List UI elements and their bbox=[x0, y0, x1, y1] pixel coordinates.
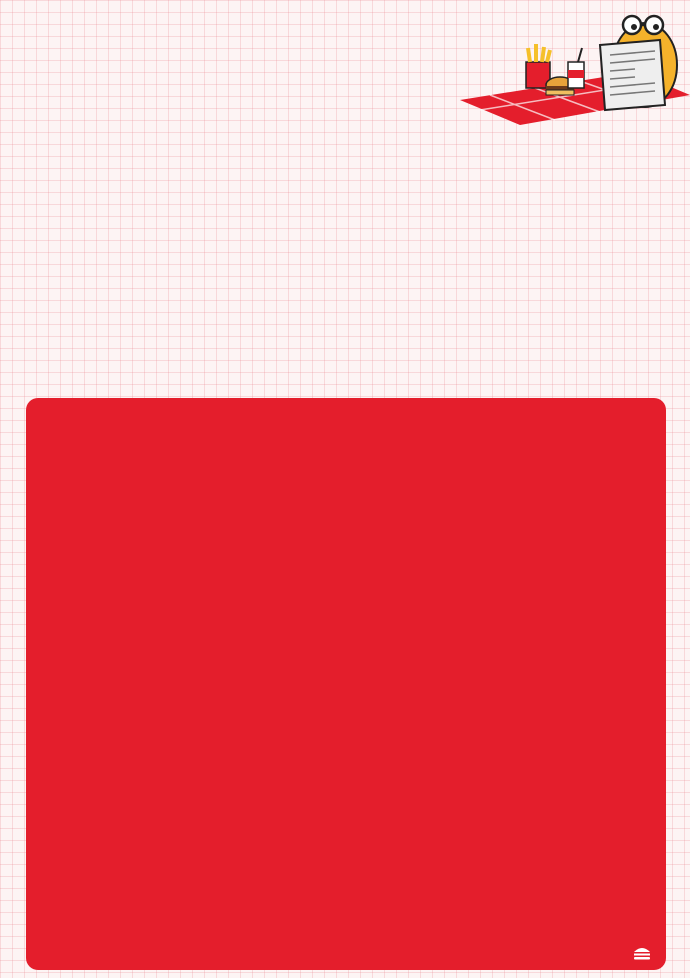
picnic-illustration bbox=[460, 0, 690, 125]
burger-logo-icon bbox=[633, 946, 651, 960]
store-sales-panel bbox=[26, 398, 666, 970]
top10-ranking bbox=[24, 136, 666, 390]
brand-logo bbox=[633, 946, 656, 960]
